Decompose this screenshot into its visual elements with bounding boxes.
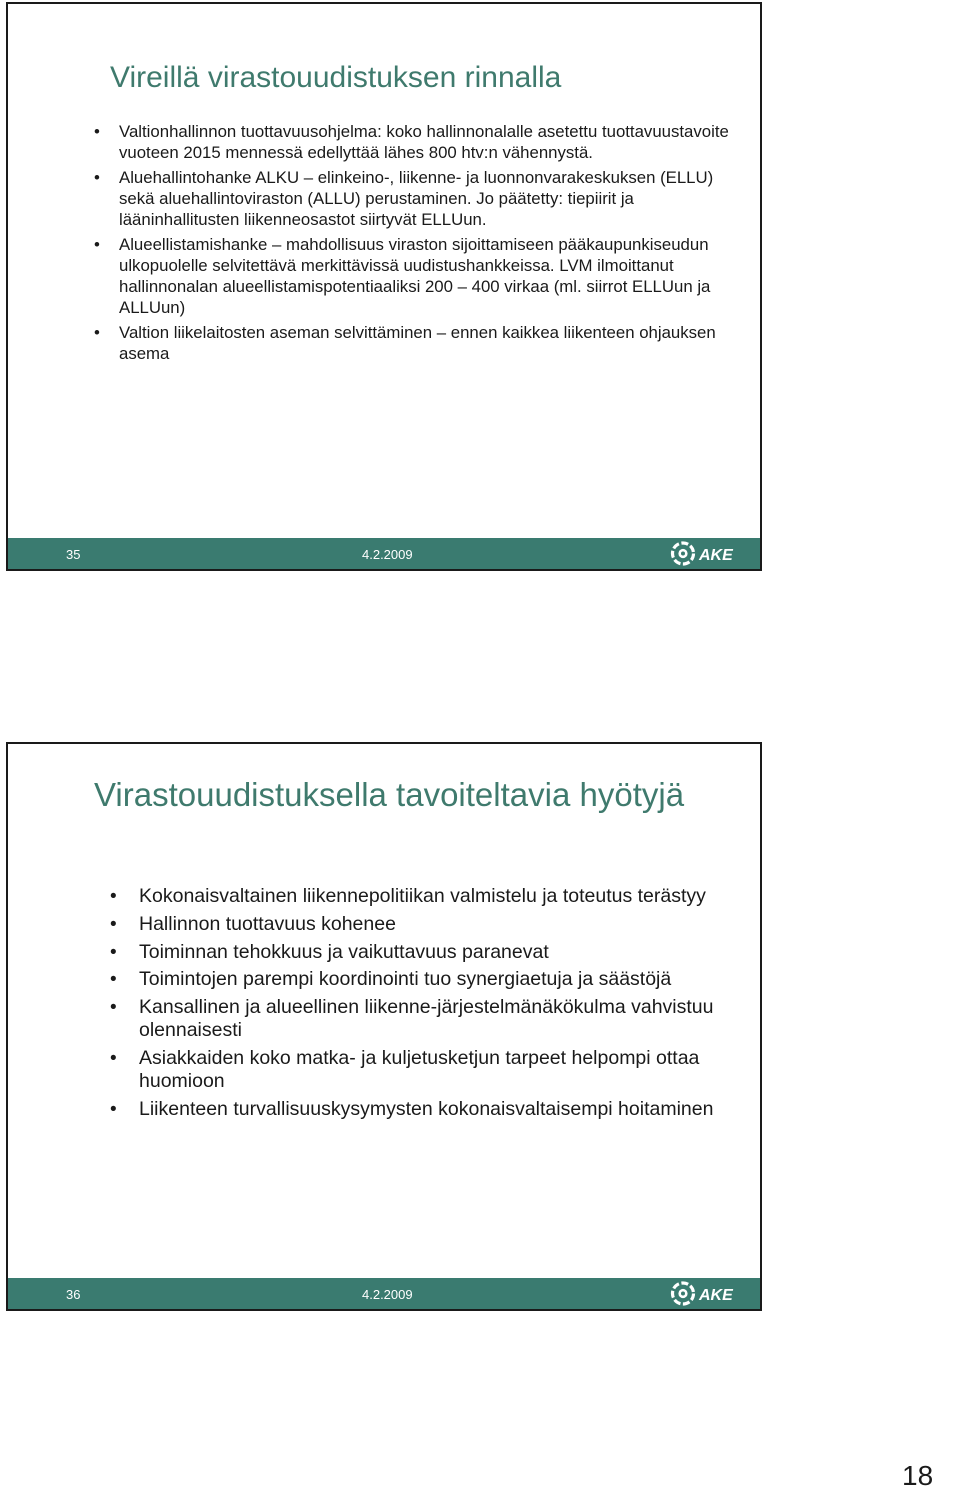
bullet-text: Kokonaisvaltainen liikennepolitiikan valmistelu ja toteutus terästyy bbox=[139, 885, 706, 907]
bullet-item bbox=[94, 168, 734, 230]
bullet-text: Liikenteen turvallisuuskysymysten kokonaisvaltaisempi hoitaminen bbox=[139, 1097, 714, 1120]
bullet-dot-icon: • bbox=[110, 997, 117, 1019]
bullet-item bbox=[110, 1098, 740, 1121]
bullet-list bbox=[94, 122, 734, 369]
slide-number: 36 bbox=[66, 1287, 81, 1302]
bullet-text: Alueellistamishanke – mahdollisuus viraston sijoittamiseen pääkaupunkiseudun ulkopuolelle selvitettävä merkittävissä uudistushankkeissa. LVM ilmoittanut hallinnonalan alueellistamispotentiaaliksi 200 – 400 virkaa (ml. siirrot ELLUun ja ALLUun) bbox=[119, 235, 711, 317]
bullet-dot-icon: • bbox=[94, 322, 100, 342]
bullet-text: Toiminnan tehokkuus ja vaikuttavuus paranevat bbox=[139, 940, 549, 963]
logo-text: AKE bbox=[699, 547, 733, 564]
page-number: 18 bbox=[902, 1460, 934, 1491]
bullet-item bbox=[110, 941, 740, 964]
slide-35 bbox=[6, 2, 762, 571]
bullet-dot-icon: • bbox=[110, 913, 117, 935]
slide-36 bbox=[6, 742, 762, 1311]
bullet-dot-icon: • bbox=[94, 235, 100, 255]
bullet-item bbox=[94, 122, 734, 164]
slide-date: 4.2.2009 bbox=[362, 1287, 413, 1302]
bullet-text: Asiakkaiden koko matka- ja kuljetusketjun tarpeet helpompi ottaa huomioon bbox=[139, 1046, 700, 1092]
bullet-dot-icon: • bbox=[110, 886, 117, 907]
bullet-dot-icon: • bbox=[94, 168, 100, 188]
slide-footer bbox=[8, 538, 760, 569]
bullet-text: Hallinnon tuottavuus kohenee bbox=[139, 912, 396, 935]
bullet-dot-icon: • bbox=[110, 1047, 117, 1069]
slide-date: 4.2.2009 bbox=[362, 547, 413, 562]
bullet-item bbox=[110, 968, 740, 991]
bullet-item bbox=[110, 1047, 740, 1093]
bullet-text: Valtionhallinnon tuottavuusohjelma: koko hallinnonalalle asetettu tuottavuustavoite vuoteen 2015 mennessä edellyttää lähes 800 htv:n vähennystä. bbox=[119, 122, 729, 162]
bullet-item bbox=[94, 323, 734, 365]
logo-text: AKE bbox=[699, 1287, 733, 1304]
bullet-text: Aluehallintohanke ALKU – elinkeino-, liikenne- ja luonnonvarakeskuksen (ELLU) sekä aluehallintoviraston (ALLU) perustaminen. Jo päätetty: tiepiirit ja lääninhallitusten liikenneosastot siirtyvät ELLUun. bbox=[119, 168, 714, 229]
slide-footer bbox=[8, 1278, 760, 1309]
bullet-text: Valtion liikelaitosten aseman selvittäminen – ennen kaikkea liikenteen ohjauksen asema bbox=[119, 322, 716, 363]
ake-logo-icon bbox=[670, 1280, 752, 1307]
bullet-list bbox=[110, 885, 740, 1126]
bullet-item bbox=[110, 913, 740, 936]
bullet-dot-icon: • bbox=[94, 122, 100, 141]
slide-number: 35 bbox=[66, 547, 81, 562]
bullet-dot-icon: • bbox=[110, 941, 117, 963]
bullet-item bbox=[110, 996, 740, 1042]
ake-logo-icon bbox=[670, 540, 752, 567]
bullet-text: Toimintojen parempi koordinointi tuo synergiaetuja ja säästöjä bbox=[139, 968, 672, 991]
bullet-dot-icon: • bbox=[110, 1098, 117, 1120]
bullet-dot-icon: • bbox=[110, 969, 117, 991]
bullet-item bbox=[110, 885, 740, 908]
bullet-text: Kansallinen ja alueellinen liikenne-järjestelmänäkökulma vahvistuu olennaisesti bbox=[139, 996, 714, 1042]
bullet-item bbox=[94, 235, 734, 318]
slide-title: Virastouudistuksella tavoiteltavia hyötyjä bbox=[94, 776, 685, 813]
slide-title: Vireillä virastouudistuksen rinnalla bbox=[110, 61, 562, 94]
